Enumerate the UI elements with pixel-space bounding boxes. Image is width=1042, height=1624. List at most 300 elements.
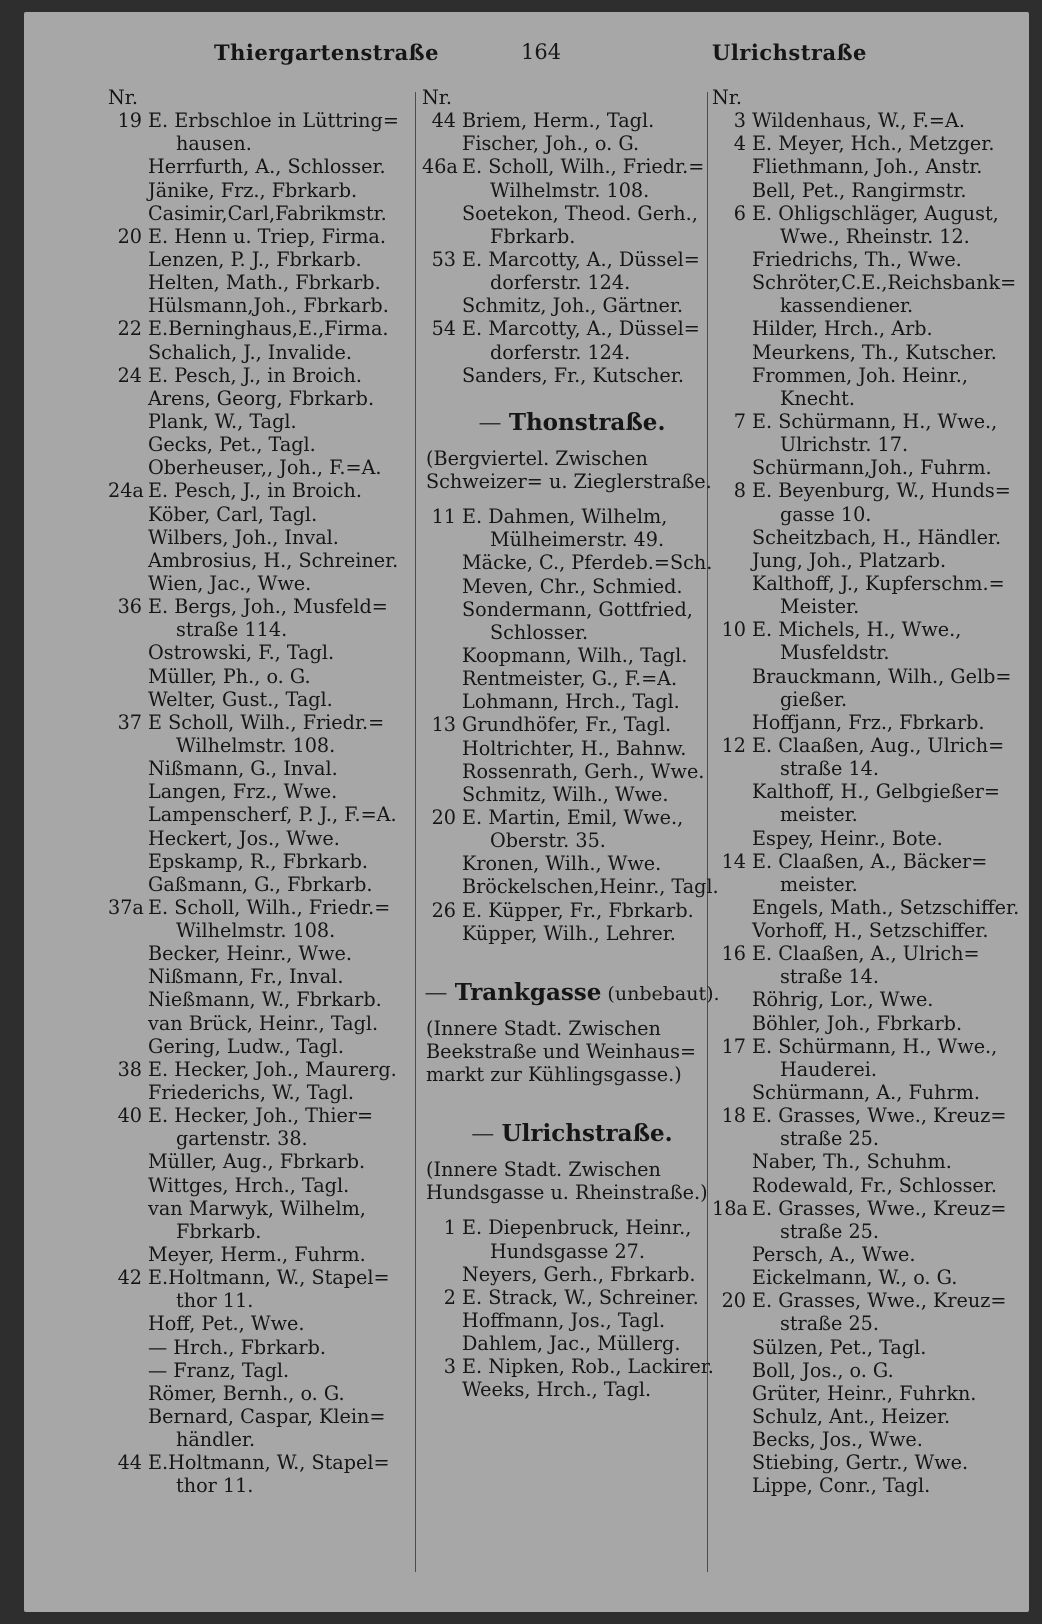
directory-entry [712, 1035, 1012, 1058]
directory-entry [712, 988, 1012, 1011]
directory-entry [108, 294, 418, 317]
directory-entry [108, 1266, 418, 1289]
entry-text: E. Claaßen, A., Bäcker= [752, 849, 988, 873]
entry-text: E. Erbschloe in Lüttring= [148, 109, 399, 133]
entry-text: Wittges, Hrch., Tagl. [148, 1173, 350, 1197]
directory-entry [712, 456, 1012, 479]
entry-text: E. Hecker, Joh., Maurerg. [148, 1057, 397, 1081]
entry-text: E. Meyer, Hch., Metzger. [752, 132, 995, 156]
directory-entry [422, 783, 722, 806]
entry-text: Schröter,C.E.,Reichsbank= [752, 271, 1017, 295]
entry-text: E. Diepenbruck, Heinr., [462, 1216, 692, 1240]
entry-text: Wildenhaus, W., F.=A. [752, 109, 965, 133]
directory-entry [712, 155, 1012, 178]
entry-text: Oberstr. 35. [490, 829, 606, 853]
directory-entry [108, 456, 418, 479]
directory-entry [712, 1451, 1012, 1474]
street-description: Schweizer= u. Zieglerstraße. [426, 469, 712, 493]
street-description: markt zur Kühlingsgasse.) [426, 1063, 682, 1087]
entry-text: Hundsgasse 27. [490, 1239, 645, 1263]
entry-continuation [712, 873, 1012, 896]
directory-entry [108, 873, 418, 896]
directory-entry [108, 271, 418, 294]
entry-text: Stiebing, Gertr., Wwe. [752, 1451, 969, 1475]
directory-entry [712, 572, 1012, 595]
entry-text: Nr. [108, 86, 138, 109]
entry-text: Hoffmann, Jos., Tagl. [462, 1309, 666, 1333]
entry-text: Ostrowski, F., Tagl. [148, 641, 335, 665]
entry-text: Schmitz, Wilh., Wwe. [462, 782, 669, 806]
entry-text: Casimir,Carl,Fabrikmstr. [148, 201, 387, 225]
entry-text: E. Schürmann, H., Wwe., [752, 1034, 998, 1058]
directory-page [24, 12, 1029, 1612]
directory-entry [108, 503, 418, 526]
entry-text: Meven, Chr., Schmied. [462, 574, 683, 598]
directory-entry [108, 248, 418, 271]
house-number: 36 [117, 595, 142, 619]
entry-text: Grundhöfer, Fr., Tagl. [462, 713, 672, 737]
entry-text: Fbrkarb. [490, 224, 576, 248]
house-number: 18a [712, 1196, 748, 1220]
entry-text: Kalthoff, J., Kupferschm.= [752, 571, 1005, 595]
directory-entry [422, 202, 722, 225]
street-description: (Bergviertel. Zwischen [426, 446, 648, 470]
entry-text: Nr. [712, 86, 742, 109]
entry-text: Becker, Heinr., Wwe. [148, 942, 352, 966]
entry-continuation [712, 294, 1012, 317]
directory-entry [712, 248, 1012, 271]
entry-continuation [422, 1240, 722, 1263]
street-heading [422, 399, 722, 447]
entry-text: Küpper, Wilh., Lehrer. [462, 921, 676, 945]
directory-entry [712, 1382, 1012, 1405]
street-name: Ulrichstraße. [501, 1120, 673, 1148]
directory-entry [712, 1405, 1012, 1428]
entry-text: Hauderei. [780, 1057, 877, 1081]
entry-text: Lampenscherf, P. J., F.=A. [148, 803, 397, 827]
directory-entry [108, 641, 418, 664]
directory-entry [712, 1266, 1012, 1289]
dash-mark: — [478, 409, 509, 436]
directory-entry [108, 341, 418, 364]
directory-entry [108, 387, 418, 410]
column-1 [108, 86, 418, 1498]
house-number: 4 [733, 132, 746, 156]
directory-entry [108, 1243, 418, 1266]
entry-text: dorferstr. 124. [490, 271, 631, 295]
entry-text: E. Scholl, Wilh., Friedr.= [462, 155, 705, 179]
house-number: 3 [443, 1355, 456, 1379]
house-number: 10 [721, 618, 746, 642]
directory-entry [108, 364, 418, 387]
entry-text: Vorhoff, H., Setzschiffer. [752, 919, 989, 943]
street-heading [422, 1110, 722, 1158]
house-number: 24 [117, 363, 142, 387]
entry-continuation [422, 225, 722, 248]
house-number: 8 [733, 479, 746, 503]
directory-entry [108, 827, 418, 850]
directory-entry [422, 899, 722, 922]
entry-text: Holtrichter, H., Bahnw. [462, 736, 687, 760]
entry-text: straße 25. [780, 1312, 879, 1336]
directory-entry [108, 1336, 418, 1359]
house-number: 22 [117, 317, 142, 341]
entry-text: Koopmann, Wilh., Tagl. [462, 643, 688, 667]
entry-continuation [422, 271, 722, 294]
directory-entry [422, 1309, 722, 1332]
entry-text: Sülzen, Pet., Tagl. [752, 1335, 927, 1359]
entry-continuation [712, 757, 1012, 780]
entry-text: Herrfurth, A., Schlosser. [148, 155, 386, 179]
entry-text: Meurkens, Th., Kutscher. [752, 340, 997, 364]
directory-entry [108, 757, 418, 780]
header-right-street: Ulrichstraße [712, 40, 867, 65]
entry-text: Arens, Georg, Fbrkarb. [148, 386, 375, 410]
spacer [422, 1098, 722, 1110]
entry-text: Rossenrath, Gerh., Wwe. [462, 759, 705, 783]
entry-text: E. Strack, W., Schreiner. [462, 1285, 699, 1309]
directory-entry [422, 806, 722, 829]
entry-text: E. Claaßen, A., Ulrich= [752, 942, 980, 966]
directory-entry [108, 780, 418, 803]
entry-text: Eickelmann, W., o. G. [752, 1266, 958, 1290]
entry-continuation [712, 595, 1012, 618]
entry-text: E. Schürmann, H., Wwe., [752, 409, 998, 433]
entry-text: dorferstr. 124. [490, 340, 631, 364]
directory-entry [712, 1104, 1012, 1127]
house-number: 7 [733, 409, 746, 433]
entry-continuation [712, 503, 1012, 526]
entry-continuation [712, 433, 1012, 456]
spacer [422, 387, 722, 399]
entry-text: Neyers, Gerh., Fbrkarb. [462, 1262, 696, 1286]
directory-entry [108, 595, 418, 618]
entry-continuation [422, 829, 722, 852]
house-number: 3 [733, 109, 746, 133]
entry-text: Welter, Gust., Tagl. [148, 687, 333, 711]
entry-text: meister. [780, 872, 858, 896]
directory-entry [712, 1474, 1012, 1497]
directory-entry [422, 132, 722, 155]
directory-entry [422, 294, 722, 317]
directory-entry [108, 942, 418, 965]
directory-entry [108, 317, 418, 340]
house-number: 11 [431, 505, 456, 529]
directory-entry [108, 549, 418, 572]
entry-text: Gering, Ludw., Tagl. [148, 1034, 344, 1058]
directory-entry [108, 572, 418, 595]
entry-text: — Franz, Tagl. [148, 1358, 290, 1382]
entry-text: E. Marcotty, A., Düssel= [462, 317, 700, 341]
entry-text: hausen. [176, 132, 252, 156]
spacer [422, 493, 722, 505]
entry-text: gasse 10. [780, 502, 872, 526]
directory-entry [712, 919, 1012, 942]
entry-text: gartenstr. 38. [176, 1127, 308, 1151]
entry-text: Lippe, Conr., Tagl. [752, 1474, 931, 1498]
entry-text: straße 14. [780, 757, 879, 781]
entry-continuation [422, 528, 722, 551]
house-number: 44 [431, 109, 456, 133]
spacer [422, 957, 722, 969]
entry-text: Wilhelmstr. 108. [176, 919, 336, 943]
entry-text: Nießmann, W., Fbrkarb. [148, 988, 382, 1012]
house-number: 42 [117, 1266, 142, 1290]
house-number: 24a [108, 479, 144, 503]
entry-text: Mäcke, C., Pferdeb.=Sch. [462, 551, 713, 575]
entry-text: Becks, Jos., Wwe. [752, 1428, 923, 1452]
entry-text: E. Grasses, Wwe., Kreuz= [752, 1196, 1007, 1220]
directory-entry [422, 248, 722, 271]
directory-entry [422, 551, 722, 574]
entry-text: Jung, Joh., Platzarb. [752, 548, 947, 572]
directory-entry [108, 850, 418, 873]
entry-text: E. Grasses, Wwe., Kreuz= [752, 1289, 1007, 1313]
house-number: 20 [117, 224, 142, 248]
street-description: Beekstraße und Weinhaus= [426, 1039, 697, 1063]
entry-text: Schürmann,Joh., Fuhrm. [752, 456, 992, 480]
house-number: 40 [117, 1104, 142, 1128]
entry-continuation [108, 1220, 418, 1243]
column-label [422, 86, 722, 109]
entry-text: Fliethmann, Joh., Anstr. [752, 155, 983, 179]
entry-text: E. Bergs, Joh., Musfeld= [148, 595, 388, 619]
directory-entry [422, 922, 722, 945]
column-3 [712, 86, 1020, 1498]
entry-continuation [108, 1127, 418, 1150]
house-number: 20 [431, 805, 456, 829]
entry-text: Plank, W., Tagl. [148, 409, 297, 433]
entry-text: Böhler, Joh., Fbrkarb. [752, 1011, 963, 1035]
entry-text: Röhrig, Lor., Wwe. [752, 988, 934, 1012]
directory-entry [108, 896, 418, 919]
entry-text: Nißmann, Fr., Inval. [148, 965, 344, 989]
house-number: 37 [117, 710, 142, 734]
entry-text: Bernard, Caspar, Klein= [148, 1405, 386, 1429]
entry-text: E Scholl, Wilh., Friedr.= [148, 710, 385, 734]
entry-text: E. Dahmen, Wilhelm, [462, 505, 668, 529]
house-number: 20 [721, 1289, 746, 1313]
directory-entry [712, 179, 1012, 202]
directory-entry [422, 575, 722, 598]
entry-text: Espey, Heinr., Bote. [752, 826, 943, 850]
house-number: 54 [431, 317, 456, 341]
entry-text: E.Holtmann, W., Stapel= [148, 1266, 390, 1290]
entry-text: Friedrichs, Th., Wwe. [752, 247, 962, 271]
directory-entry [422, 505, 722, 528]
entry-text: Epskamp, R., Fbrkarb. [148, 849, 369, 873]
entry-text: meister. [780, 803, 858, 827]
entry-text: Wien, Jac., Wwe. [148, 571, 312, 595]
directory-entry [712, 202, 1012, 225]
directory-entry [108, 1012, 418, 1035]
spacer [422, 1086, 722, 1098]
directory-entry [108, 1382, 418, 1405]
directory-entry [422, 875, 722, 898]
directory-entry [712, 942, 1012, 965]
entry-text: thor 11. [176, 1474, 254, 1498]
spacer [422, 945, 722, 957]
entry-text: Schürmann, A., Fuhrm. [752, 1081, 980, 1105]
entry-text: Grüter, Heinr., Fuhrkn. [752, 1381, 977, 1405]
entry-text: Mülheimerstr. 49. [490, 528, 665, 552]
directory-entry [712, 1197, 1012, 1220]
entry-text: E. Scholl, Wilh., Friedr.= [148, 895, 391, 919]
entry-continuation [108, 919, 418, 942]
house-number: 37a [108, 895, 144, 919]
entry-text: Hilder, Hrch., Arb. [752, 317, 933, 341]
entry-continuation [712, 1220, 1012, 1243]
entry-text: E. Henn u. Triep, Firma. [148, 224, 386, 248]
entry-continuation [712, 803, 1012, 826]
directory-entry [422, 690, 722, 713]
entry-text: Musfeldstr. [780, 641, 890, 665]
directory-entry [712, 1243, 1012, 1266]
entry-continuation [422, 621, 722, 644]
entry-continuation [712, 641, 1012, 664]
house-number: 17 [721, 1034, 746, 1058]
entry-text: Fbrkarb. [176, 1219, 262, 1243]
entry-text: Meister. [780, 595, 860, 619]
house-number: 6 [733, 201, 746, 225]
house-number: 13 [431, 713, 456, 737]
directory-entry [108, 1451, 418, 1474]
street-description: (Innere Stadt. Zwischen [426, 1016, 661, 1040]
directory-entry [712, 1359, 1012, 1382]
entry-text: straße 14. [780, 965, 879, 989]
entry-continuation [712, 1127, 1012, 1150]
entry-continuation [108, 1474, 418, 1497]
directory-entry [108, 665, 418, 688]
entry-text: Müller, Aug., Fbrkarb. [148, 1150, 366, 1174]
entry-text: E. Claaßen, Aug., Ulrich= [752, 733, 1005, 757]
house-number: 18 [721, 1104, 746, 1128]
directory-entry [712, 895, 1020, 919]
directory-entry [712, 850, 1012, 873]
entry-text: E. Marcotty, A., Düssel= [462, 247, 700, 271]
directory-entry [108, 1150, 418, 1173]
entry-continuation [422, 179, 722, 202]
entry-text: E. Beyenburg, W., Hunds= [752, 479, 1011, 503]
entry-text: Wwe., Rheinstr. 12. [780, 224, 970, 248]
directory-entry [108, 1312, 418, 1335]
directory-entry [108, 965, 418, 988]
entry-text: Ulrichstr. 17. [780, 433, 909, 457]
entry-continuation [108, 618, 418, 641]
entry-text: Rentmeister, G., F.=A. [462, 667, 678, 691]
entry-text: Helten, Math., Fbrkarb. [148, 271, 381, 295]
directory-entry [108, 526, 418, 549]
directory-entry [422, 364, 722, 387]
street-note: (unbebaut). [601, 982, 720, 1005]
directory-entry [712, 1336, 1012, 1359]
directory-entry [712, 1012, 1012, 1035]
entry-continuation [422, 341, 722, 364]
directory-entry [712, 1289, 1012, 1312]
directory-entry [108, 410, 418, 433]
directory-entry [712, 341, 1012, 364]
directory-entry [422, 598, 722, 621]
entry-text: Wilbers, Joh., Inval. [148, 525, 339, 549]
entry-text: Kalthoff, H., Gelbgießer= [752, 780, 1001, 804]
entry-text: E. Hecker, Joh., Thier= [148, 1104, 374, 1128]
street-name: Trankgasse [454, 978, 602, 1006]
spacer [422, 1204, 722, 1216]
entry-text: straße 114. [176, 618, 288, 642]
house-number: 19 [117, 109, 142, 133]
dash-mark: — [424, 979, 455, 1006]
entry-text: Lenzen, P. J., Fbrkarb. [148, 247, 362, 271]
entry-text: Bröckelschen,Heinr., Tagl. [462, 875, 719, 899]
directory-entry [712, 479, 1012, 502]
entry-text: van Brück, Heinr., Tagl. [148, 1011, 379, 1035]
entry-text: Nr. [422, 86, 452, 109]
entry-text: E. Grasses, Wwe., Kreuz= [752, 1104, 1007, 1128]
entry-continuation [712, 965, 1012, 988]
directory-entry [712, 665, 1012, 688]
directory-entry [712, 734, 1012, 757]
directory-entry [712, 132, 1012, 155]
directory-entry [712, 780, 1012, 803]
entry-text: Naber, Th., Schuhm. [752, 1150, 952, 1174]
entry-text: Knecht. [780, 386, 855, 410]
directory-entry [422, 713, 722, 736]
directory-entry [422, 155, 722, 178]
entry-text: Wilhelmstr. 108. [490, 178, 650, 202]
house-number: 14 [721, 849, 746, 873]
house-number: 53 [431, 247, 456, 271]
page-number: 164 [521, 40, 562, 64]
entry-text: Rodewald, Fr., Schlosser. [752, 1173, 997, 1197]
entry-continuation [712, 225, 1012, 248]
entry-text: Bell, Pet., Rangirmstr. [752, 178, 967, 202]
entry-text: Jänike, Frz., Fbrkarb. [148, 178, 358, 202]
entry-text: kassendiener. [780, 294, 914, 318]
entry-text: straße 25. [780, 1127, 879, 1151]
directory-entry [108, 179, 418, 202]
entry-text: E. Pesch, J., in Broich. [148, 479, 363, 503]
entry-text: Friederichs, W., Tagl. [148, 1081, 355, 1105]
header-left-street: Thiergartenstraße [214, 40, 439, 65]
directory-entry [712, 271, 1017, 295]
entry-text: Heckert, Jos., Wwe. [148, 826, 340, 850]
entry-text: Oberheuser,, Joh., F.=A. [148, 456, 382, 480]
directory-entry [712, 1150, 1012, 1173]
directory-entry [108, 1405, 418, 1428]
entry-text: Gaßmann, G., Fbrkarb. [148, 872, 373, 896]
directory-entry [108, 1359, 418, 1382]
directory-entry [712, 364, 1012, 387]
entry-text: E. Küpper, Fr., Fbrkarb. [462, 898, 694, 922]
entry-text: Persch, A., Wwe. [752, 1243, 916, 1267]
directory-entry [422, 667, 722, 690]
page-header [24, 40, 1029, 76]
house-number: 2 [443, 1285, 456, 1309]
directory-entry [108, 988, 418, 1011]
entry-text: Meyer, Herm., Fuhrm. [148, 1243, 366, 1267]
directory-entry [108, 225, 418, 248]
directory-entry [108, 803, 418, 826]
entry-text: E. Martin, Emil, Wwe., [462, 805, 684, 829]
entry-text: Hoffjann, Frz., Fbrkarb. [752, 710, 985, 734]
directory-entry [422, 1378, 722, 1401]
house-number: 12 [721, 733, 746, 757]
directory-entry [712, 1428, 1012, 1451]
entry-continuation [108, 1428, 418, 1451]
directory-entry [108, 1197, 418, 1220]
entry-text: Weeks, Hrch., Tagl. [462, 1378, 652, 1402]
entry-text: E. Ohligschläger, August, [752, 201, 999, 225]
